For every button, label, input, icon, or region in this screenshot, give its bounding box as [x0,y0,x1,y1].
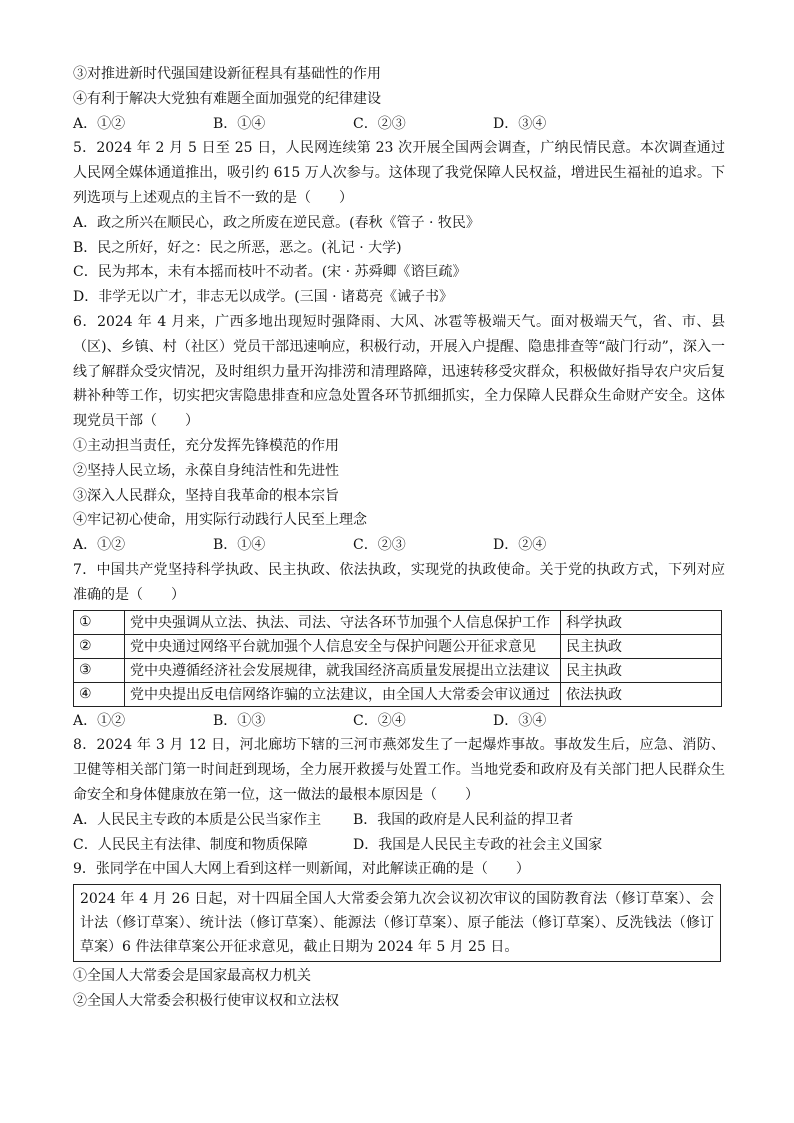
answer-options-row-1 [73,808,725,833]
news-excerpt-box: 2024 年 4 月 26 日起，对十四届全国人大常委会第九次会议初次审议的国防教育法（修订草案）、会计法（修订草案）、统计法（修订草案）、能源法（修订草案）、原子能法（修订草案）、反洗钱法（修订草案）6 件法律草案公开征求意见，截止日期为 2024 年 5 月 25 日。 [73,884,721,962]
option-c[interactable]: C．②③ [353,537,406,554]
question-5 [73,136,725,310]
question-8 [73,733,725,857]
option-d[interactable]: D．②④ [493,537,547,554]
answer-options [73,709,725,734]
exam-page [73,62,725,1014]
statement-2: ②坚持人民立场，永葆自身纯洁性和先进性 [73,462,339,479]
table-cell: 民主执政 [561,634,722,658]
table-cell: 党中央遵循经济社会发展规律，就我国经济高质量发展提出立法建议 [125,658,561,682]
answer-options [73,533,725,558]
option-a[interactable]: A．人民民主专政的本质是公民当家作主 [73,811,322,828]
option-a[interactable]: A．①② [73,115,126,132]
question-stem: 9．张同学在中国人大网上看到这样一则新闻，对此解读正确的是（ ） [73,861,530,878]
question-stem: 6．2024 年 4 月来，广西多地出现短时强降雨、大风、冰雹等极端天气。面对极端天气，省、市、县（区)、乡镇、村（社区）党员干部迅速响应，积极行动，开展入户提醒、隐患排查等“敲门行动”，深入一线了解群众受灾情况，及时组织力量开沟排涝和清理路障，迅速转移受灾群众，积极做好指导农户灾后复耕补种等工作，切实把灾害隐患排查和应急处置各环节抓细抓实，全力保障人民群众生命财产安全。这体现党员干部（ ） [73,313,725,430]
option-c[interactable]: C．②③ [353,115,406,132]
option-d[interactable]: D．③④ [493,115,547,132]
question-stem: 7．中国共产党坚持科学执政、民主执政、依法执政，实现党的执政使命。关于党的执政方式，下列对应准确的是（ ） [73,561,725,603]
option-b[interactable]: B．民之所好，好之：民之所恶，恶之。(礼记 · 大学) [73,239,402,256]
table-cell: 党中央通过网络平台就加强个人信息安全与保护问题公开征求意见 [125,634,561,658]
statement-4: ④有利于解决大党独有难题全面加强党的纪律建设 [73,90,381,107]
answer-options [73,112,725,137]
option-a[interactable]: A．①② [73,537,126,554]
option-c[interactable]: C．人民民主有法律、制度和物质保障 [73,836,308,853]
question-7 [73,558,725,733]
option-d[interactable]: D．③④ [493,712,547,729]
table-row [74,682,722,706]
option-b[interactable]: B．①④ [213,537,266,554]
table-cell: ② [74,634,125,658]
statement-4: ④牢记初心使命，用实际行动践行人民至上理念 [73,512,367,529]
table-cell: 民主执政 [561,658,722,682]
statement-3: ③深入人民群众，坚持自我革命的根本宗旨 [73,487,339,504]
option-b[interactable]: B．①③ [213,712,266,729]
table-cell: ③ [74,658,125,682]
option-c[interactable]: C．民为邦本，未有本摇而枝叶不动者。(宋 · 苏舜卿《谘巨疏》 [73,264,467,281]
table-cell: 依法执政 [561,682,722,706]
statement-1: ①全国人大常委会是国家最高权力机关 [73,968,311,985]
statement-3: ③对推进新时代强国建设新征程具有基础性的作用 [73,66,381,82]
option-c[interactable]: C．②④ [353,712,406,729]
governance-table [73,610,722,707]
table-cell: 党中央强调从立法、执法、司法、守法各环节加强个人信息保护工作 [125,610,561,634]
table-cell: 科学执政 [561,610,722,634]
option-d[interactable]: D．非学无以广才，非志无以成学。(三国 · 诸葛亮《诫子书》 [73,289,454,306]
question-9 [73,857,725,1013]
option-d[interactable]: D．我国是人民民主专政的社会主义国家 [353,836,603,853]
table-row [74,658,722,682]
table-row [74,610,722,634]
statement-1: ①主动担当责任，充分发挥先锋模范的作用 [73,437,339,454]
table-cell: ① [74,610,125,634]
table-row [74,634,722,658]
question-stem: 5．2024 年 2 月 5 日至 25 日，人民网连续第 23 次开展全国两会调查，广纳民情民意。本次调查通过人民网全媒体通道推出，吸引约 615 万人次参与。这体现了我党保障人民权益，增进民生福祉的追求。下列选项与上述观点的主旨不一致的是（ ） [73,140,725,206]
question-4-tail [73,62,725,136]
question-6 [73,310,725,558]
option-b[interactable]: B．①④ [213,115,266,132]
option-a[interactable]: A．①② [73,712,126,729]
question-stem: 8．2024 年 3 月 12 日，河北廊坊下辖的三河市燕郊发生了一起爆炸事故。事故发生后，应急、消防、卫健等相关部门第一时间赶到现场，全力展开救援与处置工作。当地党委和政府及有关部门把人民群众生命安全和身体健康放在第一位，这一做法的最根本原因是（ ） [73,737,725,803]
answer-options-row-2 [73,833,725,858]
statement-2: ②全国人大常委会积极行使审议权和立法权 [73,992,339,1009]
option-b[interactable]: B．我国的政府是人民利益的捍卫者 [353,811,574,828]
option-a[interactable]: A．政之所兴在顺民心，政之所废在逆民意。(春秋《管子 · 牧民》 [73,214,480,231]
table-cell: 党中央提出反电信网络诈骗的立法建议，由全国人大常委会审议通过 [125,682,561,706]
table-cell: ④ [74,682,125,706]
